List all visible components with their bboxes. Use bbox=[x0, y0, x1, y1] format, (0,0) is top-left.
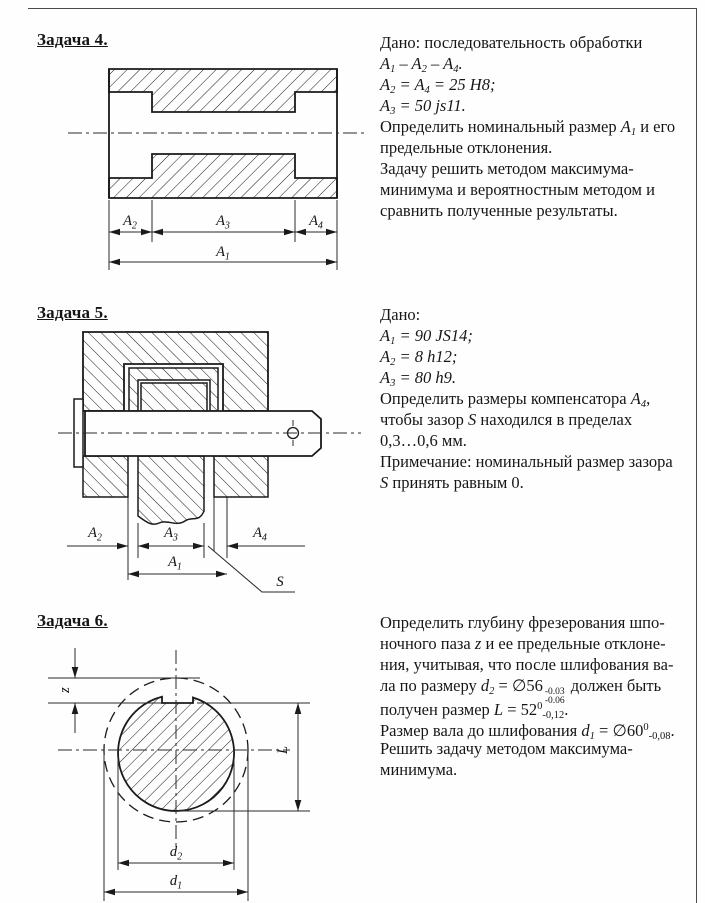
dim-label-a3: $A_3$ bbox=[216, 213, 230, 232]
dim-label-a1: $A_1$ bbox=[168, 554, 182, 573]
text-line: минимума и вероятностным методом и bbox=[380, 180, 655, 199]
text-line: предельные отклонения. bbox=[380, 138, 553, 157]
dim-label-a3: $A_3$ bbox=[164, 525, 178, 544]
task5-figure bbox=[55, 325, 367, 603]
text-line: получен размер $L = 52^0_{-0,12}$. bbox=[380, 700, 569, 721]
dimension-lines bbox=[109, 200, 337, 270]
text-line: Дано: последовательность обработки bbox=[380, 33, 643, 52]
text-line: 0,3…0,6 мм. bbox=[380, 431, 467, 450]
task4-figure bbox=[60, 60, 372, 286]
task6-text bbox=[380, 612, 700, 780]
text-line: Определить размеры компенсатора $A_4$, bbox=[380, 389, 651, 410]
dim-label-a4: $A_4$ bbox=[309, 213, 323, 232]
text-line: $A_3 = 80$ h9. bbox=[380, 368, 456, 389]
dim-label-a1: $A_1$ bbox=[216, 244, 230, 263]
text-line: ночного паза z и ее предельные отклоне- bbox=[380, 634, 666, 653]
text-line: S принять равным 0. bbox=[380, 473, 524, 492]
text-line: чтобы зазор S находился в пределах bbox=[380, 410, 633, 429]
dim-label-d1: $d_1$ bbox=[169, 873, 183, 892]
task4-text bbox=[380, 32, 700, 221]
task6-figure bbox=[40, 638, 328, 903]
gap-label-s: S bbox=[276, 574, 284, 590]
task6-heading: Задача 6. bbox=[37, 611, 108, 630]
dim-label-L: L bbox=[275, 745, 291, 755]
text-line: ния, учитывая, что после шлифования ва- bbox=[380, 655, 674, 674]
text-line: $A_2 = 8$ h12; bbox=[380, 347, 458, 368]
text-line: ла по размеру $d_2$ = ∅56 -0.03 -0.06 должен быть bbox=[380, 676, 662, 706]
dim-label-a2: $A_2$ bbox=[88, 525, 102, 544]
text-line: $A_1 - A_2 - A_4$. bbox=[380, 54, 463, 75]
text-line: $A_3 = 50$ js11. bbox=[380, 96, 466, 117]
text-line: Решить задачу методом максимума- bbox=[380, 739, 633, 758]
dim-label-z: z bbox=[57, 687, 73, 693]
text-line: сравнить полученные результаты. bbox=[380, 201, 618, 220]
text-line: Определить глубину фрезерования шпо- bbox=[380, 613, 665, 632]
text-line: Примечание: номинальный размер зазора bbox=[380, 452, 673, 471]
text-line: Задачу решить методом максимума- bbox=[380, 159, 634, 178]
dim-label-a2: $A_2$ bbox=[123, 213, 137, 232]
text-line: Дано: bbox=[380, 305, 421, 324]
text-line: Размер вала до шлифования $d_1$ = $\emptyset 60^0_{-0,08}$. bbox=[380, 721, 675, 742]
task4-heading: Задача 4. bbox=[37, 30, 108, 49]
table-top-border bbox=[28, 8, 697, 9]
text-line: $A_1 = 90$ JS14; bbox=[380, 326, 473, 347]
task5-text bbox=[380, 304, 700, 493]
text-line: минимума. bbox=[380, 760, 458, 779]
dim-label-d2: $d_2$ bbox=[169, 844, 183, 863]
text-line: Определить номинальный размер $A_1$ и его bbox=[380, 117, 676, 138]
dim-label-a4: $A_4$ bbox=[253, 525, 267, 544]
text-line: $A_2 = A_4 = 25$ H8; bbox=[380, 75, 496, 96]
task5-heading: Задача 5. bbox=[37, 303, 108, 322]
